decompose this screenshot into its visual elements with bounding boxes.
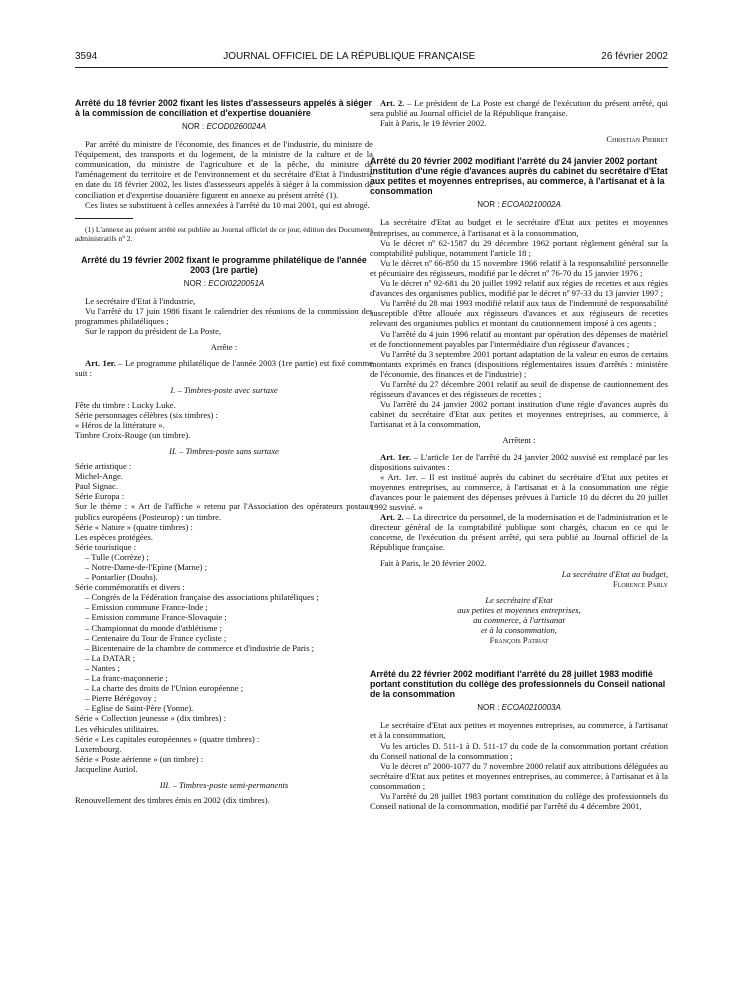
paragraph: Vu l'arrêté du 24 janvier 2002 portant institution d'une régie d'avances auprès du cabinet du secrétaire d'Etat aux petites et moyennes entreprises, au commerce, à l'artisanat et à la consommation, (370, 399, 668, 430)
nor-reference: NOR : ECOA0210003A (477, 703, 561, 713)
paragraph: Vu le décret nº 2000-1077 du 7 novembre 2000 relatif aux attributions déléguées au secrétaire d'Etat aux petites et moyennes entreprises, au commerce, à l'artisanat et à la consommation ; (370, 760, 668, 791)
list-item: – La charte des droits de l'Union européenne ; (85, 683, 244, 694)
list-item: Série « Collection jeunesse » (dix timbres) : (75, 713, 227, 724)
list-item: – Notre-Dame-de-l'Epine (Marne) ; (85, 562, 208, 572)
arrete-heading: Arrêtent : (502, 435, 536, 446)
paragraph: Le secrétaire d'Etat aux petites et moyennes entreprises, au commerce, à l'artisanat et à la consommation, (370, 720, 668, 741)
list-item: – Bicentenaire de la chambre de commerce et d'industrie de Paris ; (85, 642, 314, 653)
decree-title: Arrêté du 20 février 2002 modifiant l'arrêté du 24 janvier 2002 portant institution d'une régie d'avances auprès du cabinet du secrétaire d'Etat aux petites et moyennes entreprises, au commerce, à l'artisanat et à la consommation (370, 156, 668, 197)
list-item: Sur le thème : « Art de l'affiche » retenu par l'Association des opérateurs postaux publics européens (Posteurop) : un timbre. (75, 501, 373, 522)
header-rule (75, 67, 668, 68)
paragraph: Vu le décret nº 62-1587 du 29 décembre 1962 portant règlement général sur la comptabilité publique, notamment l'article 18 ; (370, 237, 668, 258)
list-item: Fête du timbre : Lucky Luke. (75, 399, 176, 410)
list-item: Renouvellement des timbres émis en 2002 (dix timbres). (75, 795, 270, 806)
list-item: Série touristique : (75, 541, 137, 552)
list-item: Les espèces protégées. (75, 531, 154, 542)
section-list (75, 461, 373, 774)
footnote: (1) L'annexe au présent arrêté est publiée au Journal officiel de ce jour, édition des Documents administratifs nº 2. (75, 224, 373, 243)
paragraph-group (370, 217, 668, 429)
signature-place: Fait à Paris, le 19 février 2002. (380, 118, 487, 129)
section-list (75, 400, 373, 440)
list-item: – Pontarlier (Doubs). (85, 572, 158, 583)
nor-reference: NOR : ECOA0210002A (477, 200, 561, 210)
list-item: Jacqueline Auriol. (75, 763, 138, 774)
list-item: Paul Signac. (75, 481, 118, 492)
paragraph: Ces listes se substituent à celles annexées à l'arrêté du 10 mai 2001, qui est abrogé. (85, 199, 370, 210)
paragraph-group (370, 720, 668, 811)
paragraph: Vu l'arrêté du 28 mai 1993 modifié relatif aux taux de l'indemnité de responsabilité susceptible d'être allouée aux régisseurs d'avances et aux régisseurs de recettes relevant des organismes publics et montant du cautionnement imposé à ces agents ; (370, 298, 668, 329)
list-item: – Nantes ; (85, 662, 120, 673)
article: Art. 2. – Le président de La Poste est chargé de l'exécution du présent arrêté, qui sera publié au Journal officiel de la République française. (370, 98, 668, 119)
page-header (75, 51, 668, 67)
paragraph: Vu l'arrêté du 4 juin 1996 relatif au montant par opération des dépenses de matériel et de fonctionnement payables par l'intermédiaire d'un régisseur d'avances ; (370, 328, 668, 349)
paragraph: Vu l'arrêté du 3 septembre 2001 portant adaptation de la valeur en euros de certains montants exprimés en francs (dispositions réglementaires issues d'arrêtés : ministère de l'économie, des finances et de l'industrie) ; (370, 348, 668, 379)
list-item: Série Europa : (75, 491, 125, 502)
list-item: Série « Nature » (quatre timbres) : (75, 521, 193, 532)
list-item: – Championnat du monde d'athlétisme ; (85, 622, 222, 633)
arrete-heading: Arrête : (210, 342, 238, 353)
journal-title: JOURNAL OFFICIEL DE LA RÉPUBLIQUE FRANÇAISE (223, 51, 476, 62)
left-column (75, 98, 373, 805)
decree-title: Arrêté du 22 février 2002 modifiant l'arrêté du 28 juillet 1983 modifié portant constitution du collège des professionnels du Conseil national de la consommation (370, 669, 666, 700)
paragraph: Vu l'arrêté du 28 juillet 1983 portant constitution du collège des professionnels du Conseil national de la consommation, modifié par l'arrêté du 4 décembre 2001, (370, 790, 668, 812)
article: Art. 2. – La directrice du personnel, de la modernisation et de l'administration et le directeur général de la comptabilité publique sont chargés, chacun en ce qui le concerne, de l'exécution du présent arrêté, qui sera publié au Journal officiel de la République française. (370, 512, 668, 553)
paragraph: Le secrétaire d'Etat à l'industrie, (85, 295, 196, 306)
list-item: Série artistique : (75, 461, 132, 472)
list-item: « Héros de la littérature ». (75, 419, 165, 430)
paragraph: Par arrêté du ministre de l'économie, des finances et de l'industrie, du ministre de l'équipement, des transports et du logement, de la ministre de la culture et de la communication, du ministre de l'agriculture et de la pêche, du ministre de l'aménagement du territoire et de l'environnement et du secrétaire d'Etat à l'industrie en date du 18 février 2002, les listes d'assesseurs appelés à siéger à la commission de conciliation et d'expertise douanière figurent en annexe au présent arrêté (1). (75, 139, 373, 200)
signatory: Christian Pierret (606, 134, 668, 145)
list-item: – Centenaire du Tour de France cycliste ; (85, 632, 227, 643)
minister-block: Le secrétaire d'Etat aux petites et moyennes entreprises, au commerce, à l'artisanat et à la consommation, François Patriat (370, 595, 668, 645)
list-item: – La franc-maçonnerie ; (85, 673, 168, 684)
list-item: Série personnages célèbres (six timbres) : (75, 409, 218, 420)
paragraph: Sur le rapport du président de La Poste, (85, 326, 222, 337)
list-item: – Emission commune France-Slovaquie ; (85, 612, 227, 623)
right-column (370, 98, 668, 811)
decree-title: Arrêté du 18 février 2002 fixant les listes d'assesseurs appelés à siéger à la commission de conciliation et d'expertise douanière (75, 98, 372, 118)
section-heading: II. – Timbres-poste sans surtaxe (169, 445, 279, 456)
signatory: Florence Parly (612, 578, 668, 589)
article: Art. 1er. – L'article 1er de l'arrêté du 24 janvier 2002 susvisé est remplacé par les dispositions suivantes : (370, 451, 668, 472)
footnote-rule (75, 218, 133, 219)
paragraph: Vu les articles D. 511-1 à D. 511-17 du code de la consommation portant création du Conseil national de la consommation ; (370, 740, 668, 761)
paragraph: Vu l'arrêté du 27 décembre 2001 relatif au seuil de dispense de cautionnement des régisseurs d'avances et des régisseurs de recettes ; (370, 378, 668, 400)
issue-date: 26 février 2002 (601, 51, 668, 62)
nor-reference: NOR : ECOD0260024A (181, 122, 267, 131)
list-item: Série commémoratifs et divers : (75, 582, 185, 593)
paragraph: Vu le décret nº 66-850 du 15 novembre 1966 relatif à la responsabilité personnelle et pécuniaire des régisseurs, modifié par le décret nº 76-70 du 15 janvier 1976 ; (370, 257, 668, 278)
article: Art. 1er. – Le programme philatélique de l'année 2003 (1re partie) est fixé comme suit : (75, 358, 373, 379)
list-item: – Tulle (Corrèze) ; (85, 551, 149, 562)
nor-reference: NOR : ECOI0220051A (183, 278, 265, 288)
article-quote: « Art. 1er. – Il est institué auprès du cabinet du secrétaire d'Etat aux petites et moyennes entreprises, au commerce, à l'artisanat et à la consommation une régie d'avances pour le paiement des dépenses prévues à l'article 10 du décret du 20 juillet 1992 susvisé. » (370, 471, 668, 512)
list-item: – Eglise de Saint-Père (Yonne). (85, 703, 194, 714)
list-item: Série « Les capitales européennes » (quatre timbres) : (75, 733, 260, 744)
list-item: – Congrès de la Fédération française des associations philatéliques ; (85, 592, 319, 603)
list-item: Luxembourg. (75, 743, 122, 754)
list-item: – Pierre Bérégovoy ; (85, 693, 157, 704)
section-heading: I. – Timbres-poste avec surtaxe (170, 384, 278, 395)
list-item: – Emission commune France-Inde ; (85, 602, 208, 613)
list-item: Série « Poste aérienne » (un timbre) : (75, 753, 204, 764)
list-item: Michel-Ange. (75, 471, 123, 482)
decree-title: Arrêté du 19 février 2002 fixant le programme philatélique de l'année 2003 (1re partie) (81, 254, 367, 275)
paragraph: La secrétaire d'Etat au budget et le secrétaire d'Etat aux petites et moyennes entreprises, au commerce, à l'artisanat et à la consommation, (370, 217, 668, 238)
section-heading: III. – Timbres-poste semi-permanents (159, 779, 289, 790)
list-item: – La DATAR ; (85, 652, 136, 663)
signatory: François Patriat (489, 635, 549, 646)
list-item: Timbre Croix-Rouge (un timbre). (75, 429, 191, 440)
page-number: 3594 (75, 51, 98, 62)
signature-place: Fait à Paris, le 20 février 2002. (380, 558, 487, 569)
paragraph: Vu l'arrêté du 17 juin 1986 fixant le calendrier des réunions de la commission des programmes philatéliques ; (75, 305, 373, 327)
list-item: Les véhicules utilitaires. (75, 723, 159, 734)
paragraph: Vu le décret nº 92-681 du 20 juillet 1992 relatif aux régies de recettes et aux régies d'avances des organismes publics, modifié par le décret nº 97-33 du 13 janvier 1997 ; (370, 278, 668, 299)
signatory-role: La secrétaire d'Etat au budget, (561, 568, 668, 579)
